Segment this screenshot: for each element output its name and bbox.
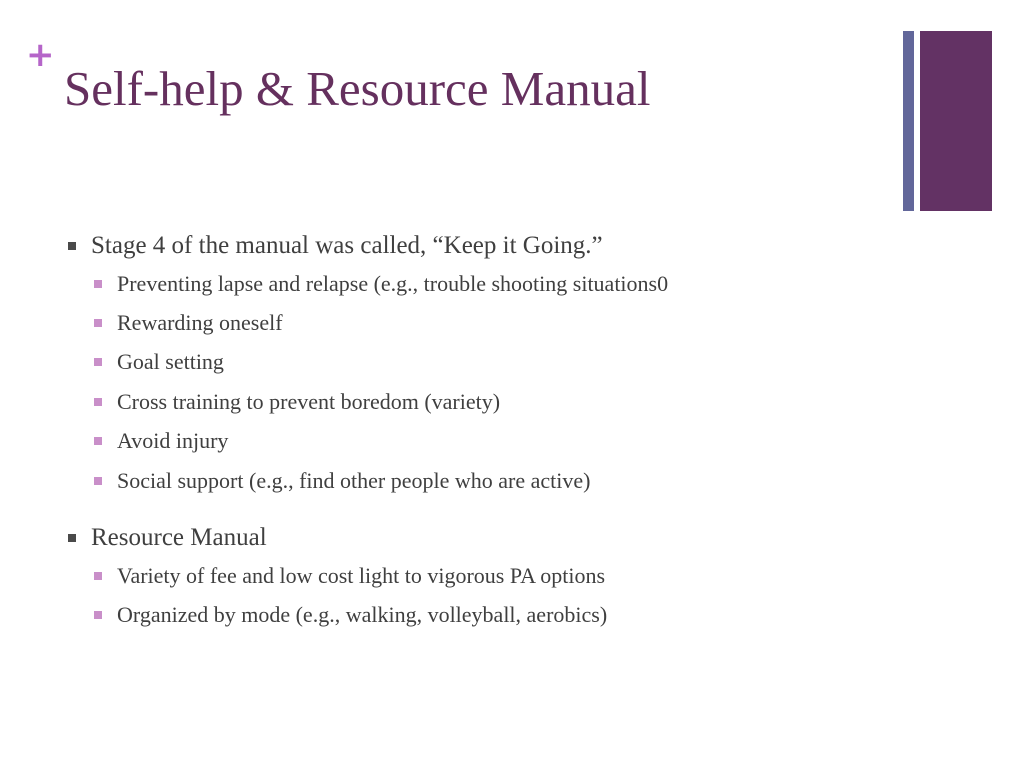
sub-bullet-item [94, 303, 948, 342]
sub-bullet-item [94, 343, 948, 382]
sub-bullet-item [94, 461, 948, 500]
sub-bullet-text: Rewarding oneself [117, 310, 283, 336]
sub-bullet-text: Variety of fee and low cost light to vigorous PA options [117, 563, 606, 589]
square-bullet-icon [94, 280, 102, 288]
bullet-row [68, 520, 948, 556]
bullet-text: Stage 4 of the manual was called, “Keep it Going.” [91, 232, 603, 259]
bullet-text: Resource Manual [91, 524, 267, 552]
square-bullet-icon [94, 477, 102, 485]
slide-title: Self-help & Resource Manual [64, 61, 651, 116]
sub-bullet-item [94, 422, 948, 461]
sub-bullet-item [94, 382, 948, 421]
accent-bar-thick [920, 31, 992, 211]
slide-content [68, 228, 948, 655]
square-bullet-icon [68, 242, 76, 250]
square-bullet-icon [68, 534, 76, 542]
square-bullet-icon [94, 398, 102, 406]
bullet-item [68, 520, 948, 635]
bullet-list [68, 228, 948, 635]
sub-bullet-text: Preventing lapse and relapse (e.g., trouble shooting situations0 [117, 270, 669, 296]
sub-bullet-text: Organized by mode (e.g., walking, volleyball, aerobics) [117, 602, 608, 628]
bullet-row [68, 228, 948, 264]
square-bullet-icon [94, 437, 102, 445]
sub-bullet-text: Cross training to prevent boredom (variety) [117, 388, 501, 414]
sub-bullet-item [94, 556, 948, 595]
sub-bullet-item [94, 596, 948, 635]
sub-bullet-item [94, 264, 948, 303]
sub-bullet-list [68, 556, 948, 635]
sub-bullet-text: Avoid injury [117, 428, 229, 454]
bullet-item [68, 228, 948, 500]
square-bullet-icon [94, 319, 102, 327]
sub-bullet-text: Social support (e.g., find other people who are active) [117, 467, 591, 493]
square-bullet-icon [94, 358, 102, 366]
square-bullet-icon [94, 572, 102, 580]
sub-bullet-text: Goal setting [117, 349, 224, 375]
plus-icon: + [26, 35, 55, 75]
sub-bullet-list [68, 264, 948, 500]
accent-bar-thin [903, 31, 914, 211]
square-bullet-icon [94, 611, 102, 619]
